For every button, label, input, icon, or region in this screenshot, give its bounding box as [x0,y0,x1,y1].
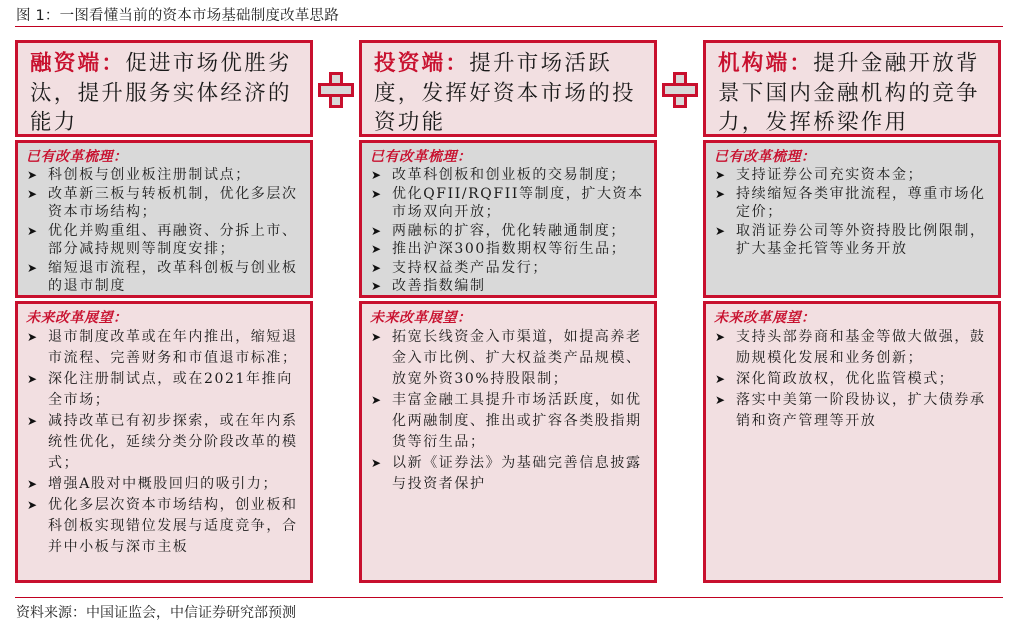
list-item: ➤ 缩短退市流程，改革科创板与创业板的退市制度 [27,259,298,294]
header-box [703,40,1001,137]
future-outlook-box [359,301,657,583]
section-title: 已有改革梳理： [26,149,128,165]
arrow-bullet-icon: ➤ [371,223,383,238]
arrow-bullet-icon: ➤ [27,186,39,201]
list-item: ➤ 优化多层次资本市场结构，创业板和科创板实现错位发展与适度竞争，合并中小板与深市主板 [27,497,298,555]
list-item: ➤ 两融标的扩容，优化转融通制度； [371,222,626,239]
arrow-bullet-icon: ➤ [371,186,383,201]
reform-list [26,166,302,296]
header-text: 促进市场优胜劣汰，提升服务实体经济的能力 [30,51,292,135]
list-item: ➤ 增强A股对中概股回归的吸引力； [26,474,302,495]
existing-reforms-box [703,140,1001,298]
list-item: ➤ 深化注册制试点，或在2021年推向全市场； [27,371,293,408]
arrow-bullet-icon: ➤ [371,260,383,275]
list-item: ➤ 拓宽长线资金入市渠道，如提高养老金入市比例、扩大权益类产品规模、放宽外资30%持股限制； [371,329,642,387]
existing-reforms-box [15,140,313,298]
header-box [15,40,313,137]
arrow-bullet-icon: ➤ [371,279,383,293]
arrow-bullet-icon: ➤ [715,330,727,344]
list-item: ➤ 支持证券公司充实资本金； [715,167,924,183]
section-title: 未来改革展望： [714,310,816,326]
arrow-bullet-icon: ➤ [715,223,727,238]
future-outlook-box [15,301,313,583]
arrow-bullet-icon: ➤ [27,372,39,386]
header-box [359,40,657,137]
header-text: 提升金融开放背景下国内金融机构的竞争力，发挥桥梁作用 [718,51,980,135]
header-text: 提升市场活跃度，发挥好资本市场的投资功能 [374,51,636,135]
footer-divider [15,597,1003,598]
header-lead: 投资端： [374,51,470,76]
arrow-bullet-icon: ➤ [371,393,383,407]
future-outlook-box [703,301,1001,583]
arrow-bullet-icon: ➤ [27,477,39,491]
list-item: ➤ 优化并购重组、再融资、分拆上市、部分减持规则等制度安排； [27,222,298,257]
outlook-list [370,327,646,495]
arrow-bullet-icon: ➤ [715,372,727,386]
list-item: ➤ 科创板与创业板注册制试点； [27,167,251,183]
arrow-bullet-icon: ➤ [715,393,727,407]
list-item: ➤ 改革科创板和创业板的交易制度； [371,167,626,183]
list-item: ➤ 优化QFII/RQFII等制度，扩大资本市场双向开放； [371,185,644,220]
arrow-bullet-icon: ➤ [715,168,727,182]
list-item: ➤ 取消证券公司等外资持股比例限制，扩大基金托管等业务开放 [715,222,986,257]
outlook-list [26,327,302,558]
arrow-bullet-icon: ➤ [27,223,39,238]
list-item: ➤ 改革新三板与转板机制，优化多层次资本市场结构； [27,185,298,220]
arrow-bullet-icon: ➤ [27,168,39,182]
section-title: 已有改革梳理： [370,149,472,165]
list-item: ➤ 改善指数编制 [371,278,486,294]
list-item: ➤ 深化简政放权，优化监管模式； [714,369,990,390]
list-item: ➤ 减持改革已有初步探索，或在年内系统性优化，延续分类分阶段改革的模式； [27,413,298,471]
section-title: 未来改革展望： [26,310,128,326]
title-divider [15,26,1003,27]
list-item: ➤ 丰富金融工具提升市场活跃度，如优化两融制度、推出或扩容各类股指期货等衍生品； [371,392,642,450]
reform-list [370,166,646,296]
arrow-bullet-icon: ➤ [27,414,39,428]
arrow-bullet-icon: ➤ [371,330,383,344]
plus-icon [662,72,698,108]
source-note: 资料来源：中国证监会，中信证券研究部预测 [16,605,296,621]
list-item: ➤ 落实中美第一阶段协议，扩大债券承销和资产管理等开放 [715,392,986,429]
list-item: ➤ 支持头部券商和基金等做大做强，鼓励规模化发展和业务创新； [715,329,986,366]
plus-icon [318,72,354,108]
section-title: 未来改革展望： [370,310,472,326]
arrow-bullet-icon: ➤ [371,242,383,256]
arrow-bullet-icon: ➤ [27,330,39,344]
outlook-list [714,327,990,432]
section-title: 已有改革梳理： [714,149,816,165]
arrow-bullet-icon: ➤ [371,168,383,182]
list-item: ➤ 持续缩短各类审批流程，尊重市场化定价； [715,185,986,220]
arrow-bullet-icon: ➤ [27,498,39,512]
list-item: ➤ 支持权益类产品发行； [371,259,548,276]
header-lead: 机构端： [718,51,814,76]
list-item: ➤ 退市制度改革或在年内推出，缩短退市流程、完善财务和市值退市标准； [27,329,298,366]
arrow-bullet-icon: ➤ [27,260,39,275]
list-item: ➤ 推出沪深300指数期权等衍生品； [371,241,627,257]
existing-reforms-box [359,140,657,298]
figure-title: 图 1：一图看懂当前的资本市场基础制度改革思路 [16,8,339,24]
reform-list [714,166,990,259]
arrow-bullet-icon: ➤ [715,186,727,201]
list-item: ➤ 以新《证券法》为基础完善信息披露与投资者保护 [371,455,642,492]
header-lead: 融资端： [30,51,126,76]
arrow-bullet-icon: ➤ [371,456,383,470]
